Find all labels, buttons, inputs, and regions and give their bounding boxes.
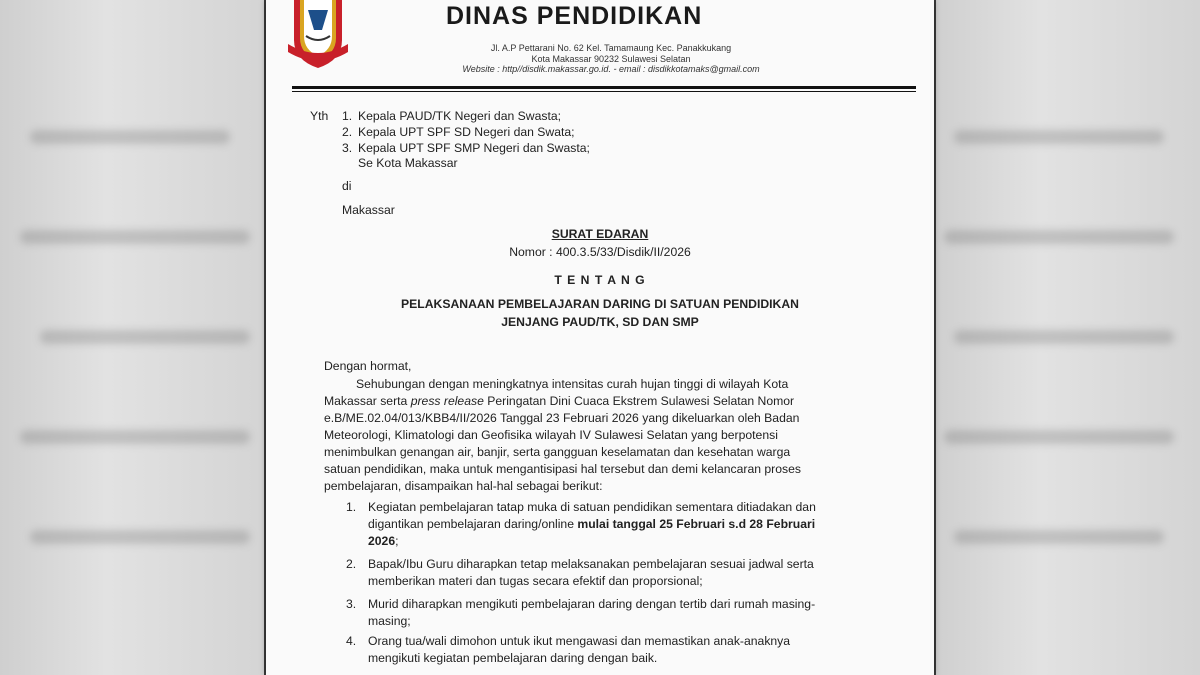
city-emblem-icon — [286, 0, 350, 70]
address-line-2: Kota Makassar 90232 Sulawesi Selatan — [531, 54, 691, 64]
point-number: 4. — [346, 634, 357, 648]
letter-document — [266, 0, 934, 675]
point-line: digantikan pembelajaran daring/online mulai tanggal 25 Februari s.d 28 Februari — [368, 517, 816, 531]
point-line: Kegiatan pembelajaran tatap muka di satuan pendidikan sementara ditiadakan dan — [368, 500, 816, 514]
recipient-item: Kepala UPT SPF SD Negeri dan Swata; — [358, 125, 575, 139]
contact-line: Website : http//disdik.makassar.go.id. - email : disdikkotamaks@gmail.com — [462, 64, 760, 74]
point-line: 2026; — [368, 534, 399, 548]
blurred-background-left — [0, 0, 266, 675]
agency-name: DINAS PENDIDIKAN — [446, 2, 703, 30]
address-line-1: Jl. A.P Pettarani No. 62 Kel. Tamamaung Kec. Panakkukang — [490, 43, 732, 53]
subject-line-2: JENJANG PAUD/TK, SD DAN SMP — [501, 315, 699, 329]
recipient-city: Se Kota Makassar — [358, 156, 458, 170]
recipient-number: 3. — [342, 141, 353, 155]
recipient-number: 1. — [342, 109, 353, 123]
body-line: satuan pendidikan, maka untuk mengantisipasi hal tersebut dan demi kelancaran proses — [324, 462, 801, 476]
subject-line-1: PELAKSANAAN PEMBELAJARAN DARING DI SATUAN PENDIDIKAN — [401, 297, 799, 311]
point-line: Bapak/Ibu Guru diharapkan tetap melaksanakan pembelajaran sesuai jadwal serta — [368, 557, 814, 571]
salutation: Dengan hormat, — [324, 359, 412, 373]
point-line: memberikan materi dan tugas secara efektif dan proporsional; — [368, 574, 703, 588]
point-line: Murid diharapkan mengikuti pembelajaran daring dengan tertib dari rumah masing- — [368, 597, 816, 611]
header-divider-thin — [292, 91, 916, 92]
blurred-background-right — [934, 0, 1200, 675]
letter-number: Nomor : 400.3.5/33/Disdik/II/2026 — [509, 245, 691, 259]
recipient-item: Kepala UPT SPF SMP Negeri dan Swasta; — [358, 141, 590, 155]
yth-label: Yth — [310, 109, 329, 123]
point-number: 2. — [346, 557, 357, 571]
recipient-number: 2. — [342, 125, 353, 139]
body-line: Makassar serta press release Peringatan Dini Cuaca Ekstrem Sulawesi Selatan Nomor — [324, 394, 795, 408]
di-label: di — [342, 179, 352, 193]
point-line: mengikuti kegiatan pembelajaran daring dengan baik. — [368, 651, 658, 665]
body-line: Meteorologi, Klimatologi dan Geofisika wilayah IV Sulawesi Selatan yang berpotensi — [324, 428, 778, 442]
tentang-label: T E N T A N G — [554, 273, 646, 287]
point-number: 1. — [346, 500, 357, 514]
letter-type-title: SURAT EDARAN — [551, 227, 649, 241]
body-line: pembelajaran, disampaikan hal-hal sebagai berikut: — [324, 479, 603, 493]
header-divider-thick — [292, 86, 916, 89]
body-line: Sehubungan dengan meningkatnya intensitas curah hujan tinggi di wilayah Kota — [356, 377, 789, 391]
point-line: masing; — [368, 614, 411, 628]
recipient-place: Makassar — [342, 203, 395, 217]
point-line: Orang tua/wali dimohon untuk ikut mengawasi dan memastikan anak-anaknya — [368, 634, 791, 648]
point-number: 3. — [346, 597, 357, 611]
recipient-item: Kepala PAUD/TK Negeri dan Swasta; — [358, 109, 561, 123]
body-line: menimbulkan genangan air, banjir, serta gangguan keselamatan dan kesehatan warga — [324, 445, 791, 459]
body-line: e.B/ME.02.04/013/KBB4/II/2026 Tanggal 23 Februari 2026 yang dikeluarkan oleh Badan — [324, 411, 800, 425]
